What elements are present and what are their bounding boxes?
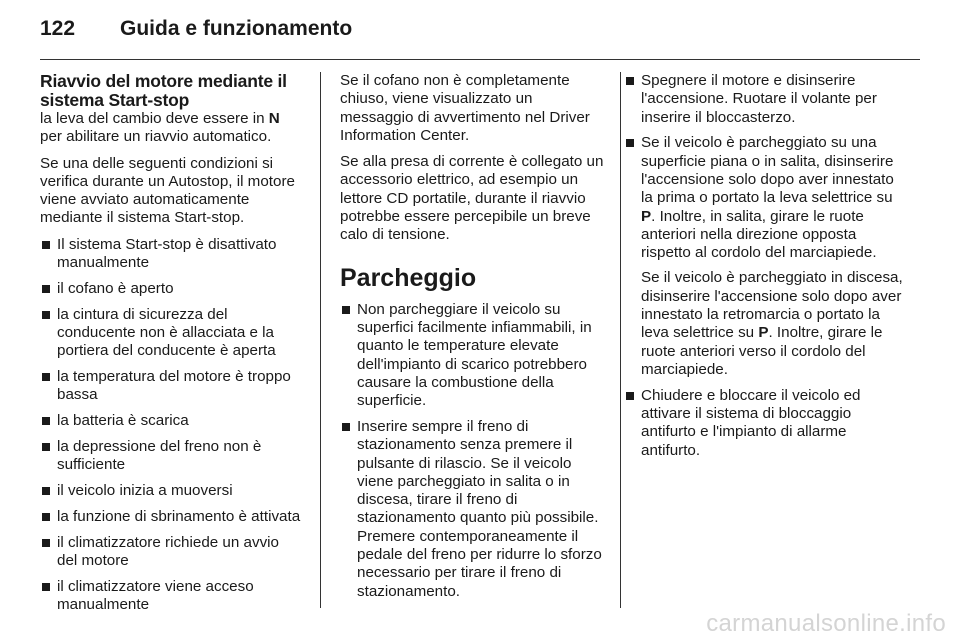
subparagraph-text-end: . Inoltre, girare le ruote anteriori verso il cordolo del marciapiede.	[641, 324, 883, 378]
list-item	[40, 508, 302, 526]
conditions-paragraph: Se una delle seguenti condizioni si verifica durante un Autostop, il motore viene avviato automaticamente mediante il sistema Start-stop.	[40, 154, 295, 227]
gear-p: P	[758, 324, 769, 342]
list-item-text: il climatizzatore viene acceso manualmente	[57, 577, 254, 614]
section-heading-parking: Parcheggio	[340, 263, 477, 292]
list-item	[624, 72, 904, 127]
list-item	[340, 418, 604, 601]
list-item	[40, 578, 302, 615]
section-heading-restart: Riavvio del motore mediante il sistema Start-stop	[40, 71, 287, 110]
bullet-icon	[626, 392, 634, 400]
bullet-icon	[342, 306, 350, 314]
bullet-icon	[42, 513, 50, 521]
bullet-icon	[42, 487, 50, 495]
list-item	[40, 438, 302, 475]
page-number: 122	[40, 17, 76, 40]
page-header	[40, 17, 920, 51]
column-1	[40, 72, 302, 622]
header-divider	[40, 59, 920, 60]
list-item	[40, 482, 302, 500]
parking-list-continued	[624, 72, 904, 460]
list-item-text: la batteria è scarica	[57, 412, 189, 430]
list-item-text: la depressione del freno non è sufficiente	[57, 437, 262, 474]
intro-paragraph	[40, 110, 302, 147]
list-item-text: la temperatura del motore è troppo bassa	[57, 368, 291, 404]
list-item-text: Se il veicolo è parcheggiato su una superficie piana o in salita, disinserire l'accensione solo dopo aver innestato la prima o portato la leva selettrice su	[641, 134, 894, 207]
list-item	[624, 134, 904, 379]
bullet-icon	[626, 77, 634, 85]
list-item-text-end: . Inoltre, in salita, girare le ruote anteriori nella direzione opposta rispetto al cordolo del marciapiede.	[641, 207, 877, 262]
bullet-icon	[42, 443, 50, 451]
list-item	[40, 534, 302, 571]
list-item-text: Non parcheggiare il veicolo su superfici facilmente infiammabili, in quanto le temperature elevate dell'impianto di scarico potrebbero causare la combustione della superficie.	[357, 300, 592, 410]
bullet-icon	[42, 417, 50, 425]
list-item-subparagraph	[641, 269, 904, 379]
list-item-text: il climatizzatore richiede un avvio del motore	[57, 533, 279, 569]
list-item-text: la funzione di sbrinamento è attivata	[57, 507, 301, 525]
column-2	[340, 72, 604, 608]
bullet-icon	[42, 241, 50, 249]
list-item-text: Inserire sempre il freno di stazionamento senza premere il pulsante di rilascio. Se il veicolo viene parcheggiato in salita o in discesa, tirare il freno di stazionamento quanto più possibile. Premere contemporaneamente il pedale del freno per ridurre lo sforzo necessario per tirare il freno di stazionamento.	[357, 417, 602, 600]
bullet-icon	[42, 285, 50, 293]
list-item	[40, 368, 302, 405]
bullet-icon	[42, 373, 50, 381]
gear-p: P	[641, 207, 652, 225]
list-item	[624, 387, 904, 460]
list-item	[40, 236, 302, 273]
intro-text: la leva del cambio deve essere in	[40, 110, 269, 127]
list-item-text: Spegnere il motore e disinserire l'accensione. Ruotare il volante per inserire il bloccasterzo.	[641, 72, 877, 126]
bullet-icon	[626, 139, 634, 147]
bullet-icon	[42, 539, 50, 547]
bullet-icon	[42, 583, 50, 591]
watermark: carmanualsonline.info	[706, 610, 946, 637]
bullet-icon	[342, 423, 350, 431]
intro-text-end: per abilitare un riavvio automatico.	[40, 128, 272, 146]
subparagraph-text: Se il veicolo è parcheggiato in discesa, disinserire l'accensione solo dopo aver innestato la retromarcia o portato la leva selettrice su	[641, 269, 903, 342]
bullet-icon	[42, 311, 50, 319]
conditions-list	[40, 236, 302, 615]
list-item-text: la cintura di sicurezza del conducente non è allacciata e la portiera del conducente è aperta	[57, 305, 276, 360]
list-item	[340, 301, 604, 411]
socket-paragraph: Se alla presa di corrente è collegato un accessorio elettrico, ad esempio un lettore CD portatile, durante il riavvio potrebbe essere percepibile un breve calo di tensione.	[340, 153, 604, 244]
column-3	[624, 72, 904, 467]
parking-list	[340, 301, 604, 601]
chapter-title: Guida e funzionamento	[120, 17, 353, 40]
hood-paragraph: Se il cofano non è completamente chiuso, viene visualizzato un messaggio di avvertimento nel Driver Information Center.	[340, 72, 590, 144]
list-item-text: il cofano è aperto	[57, 279, 174, 297]
list-item-text: Il sistema Start-stop è disattivato manualmente	[57, 235, 277, 272]
column-divider-1	[320, 72, 321, 608]
list-item-text: Chiudere e bloccare il veicolo ed attivare il sistema di bloccaggio antifurto e l'impianto di allarme antifurto.	[641, 386, 861, 459]
gear-n: N	[268, 110, 280, 127]
list-item-text: il veicolo inizia a muoversi	[57, 482, 233, 500]
list-item	[40, 280, 302, 298]
list-item	[40, 412, 302, 430]
list-item	[40, 306, 302, 361]
column-divider-2	[620, 72, 621, 608]
